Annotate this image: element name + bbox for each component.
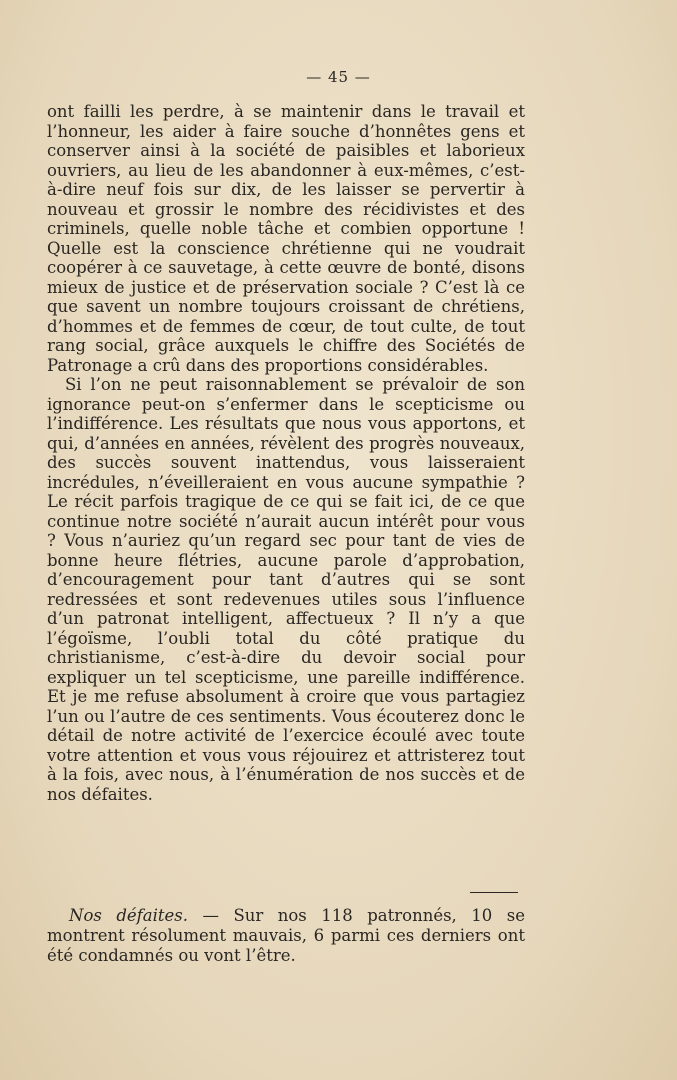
section-divider [470,892,518,893]
section-label: Nos défaites. [69,906,188,925]
body-text [47,102,525,804]
section-defaites [47,906,525,966]
page-number: — 45 — [306,68,371,86]
paragraph-1: ont failli les perdre, à se maintenir dans le travail et l’honneur, les aider à faire souche d’honnêtes gens et conserver ainsi à la société de paisibles et laborieux ouvriers, au lieu de les abandonner à eux-mêmes, c’est-à-dire neuf fois sur dix, de les laisser se pervertir à nouveau et grossir le nombre des récidivistes et des criminels, quelle noble tâche et combien opportune ! Quelle est la conscience chrétienne qui ne voudrait coopérer à ce sauvetage, à cette œuvre de bonté, disons mieux de justice et de préservation sociale ? C’est là ce que savent un nombre toujours croissant de chrétiens, d’hommes et de femmes de cœur, de tout culte, de tout rang social, grâce auxquels le chiffre des Sociétés de Patronage a crû dans des proportions considérables. [47,102,525,375]
paragraph-2: Si l’on ne peut raisonnablement se prévaloir de son ignorance peut-on s’enfermer dans le scepticisme ou l’indifférence. Les résultats que nous vous apportons, et qui, d’années en années, révèlent des progrès nouveaux, des succès souvent inattendus, vous laisseraient incrédules, n’éveilleraient en vous aucune sympathie ? Le récit parfois tragique de ce qui se fait ici, de ce que continue notre société n’aurait aucun intérêt pour vous ? Vous n’auriez qu’un regard sec pour tant de vies de bonne heure flétries, aucune parole d’approbation, d’encouragement pour tant d’autres qui se sont redressées et sont redevenues utiles sous l’influence d’un patronat intelligent, affectueux ? Il n’y a que l’égoïsme, l’oubli total du côté pratique du christianisme, c’est-à-dire du devoir social pour expliquer un tel scepticisme, une pareille indifférence. Et je me refuse absolument à croire que vous partagiez l’un ou l’autre de ces sentiments. Vous écouterez donc le détail de notre activité de l’exercice écoulé avec toute votre attention et vous vous réjouirez et attristerez tout à la fois, avec nous, à l’énumération de nos succès et de nos défaites. [47,375,525,804]
section-text: — Sur nos 118 patronnés, 10 se montrent résolument mauvais, 6 parmi ces derniers ont été condamnés ou vont l’être. [47,906,525,965]
